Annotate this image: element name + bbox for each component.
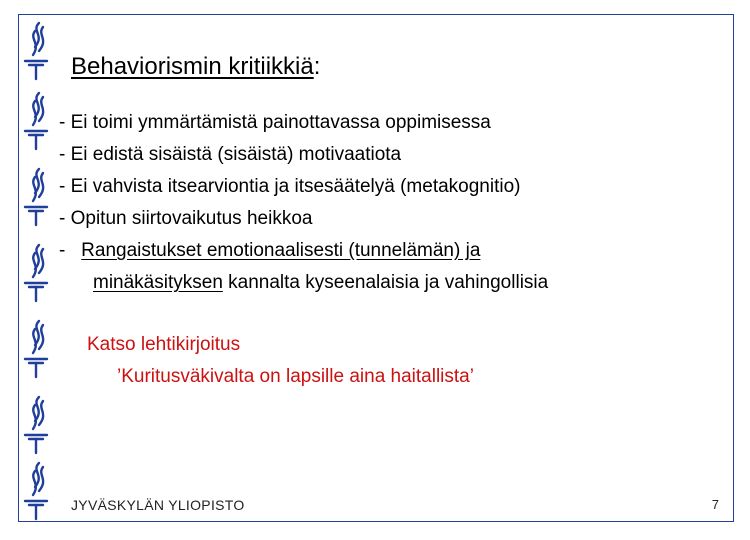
bullet-dash: - <box>59 240 66 261</box>
bullet-item: - Ei toimi ymmärtämistä painottavassa oppimisessa <box>59 112 491 133</box>
slide-title-colon: : <box>313 53 321 80</box>
bullet-list <box>59 107 729 299</box>
university-flame-emblem-icon <box>21 239 51 303</box>
page-number: 7 <box>711 497 719 512</box>
slide-title <box>71 53 320 81</box>
bullet-item-continuation <box>59 267 729 299</box>
bullet-item: - Ei edistä sisäistä (sisäistä) motivaatiota <box>59 144 402 165</box>
bullet-item-punishments <box>59 235 729 267</box>
bullet-underlined-text: Rangaistukset emotionaalisesti (tunnelämän) ja <box>81 240 481 261</box>
article-reference-label: Katso lehtikirjoitus <box>87 334 241 355</box>
university-flame-emblem-icon <box>21 87 51 151</box>
left-emblem-strip <box>19 15 53 521</box>
university-flame-emblem-icon <box>21 315 51 379</box>
article-title: ’Kuritusväkivalta on lapsille aina haitallista’ <box>117 366 474 387</box>
university-flame-emblem-icon <box>21 163 51 227</box>
university-flame-emblem-icon <box>21 391 51 455</box>
university-flame-emblem-icon <box>21 457 51 521</box>
bullet-item: - Ei vahvista itsearviontia ja itsesäätelyä (metakognitio) <box>59 176 521 197</box>
slide <box>18 14 734 522</box>
bullet-continuation-text: kannalta kyseenalaisia ja vahingollisia <box>222 272 549 293</box>
footer-university-name: JYVÄSKYLÄN YLIOPISTO <box>71 497 245 513</box>
university-flame-emblem-icon <box>21 17 51 81</box>
article-reference <box>87 329 474 393</box>
bullet-underlined-word: minäkäsityksen <box>93 272 223 293</box>
slide-title-text: Behaviorismin kritiikkiä <box>71 53 314 80</box>
bullet-item: - Opitun siirtovaikutus heikkoa <box>59 208 313 229</box>
